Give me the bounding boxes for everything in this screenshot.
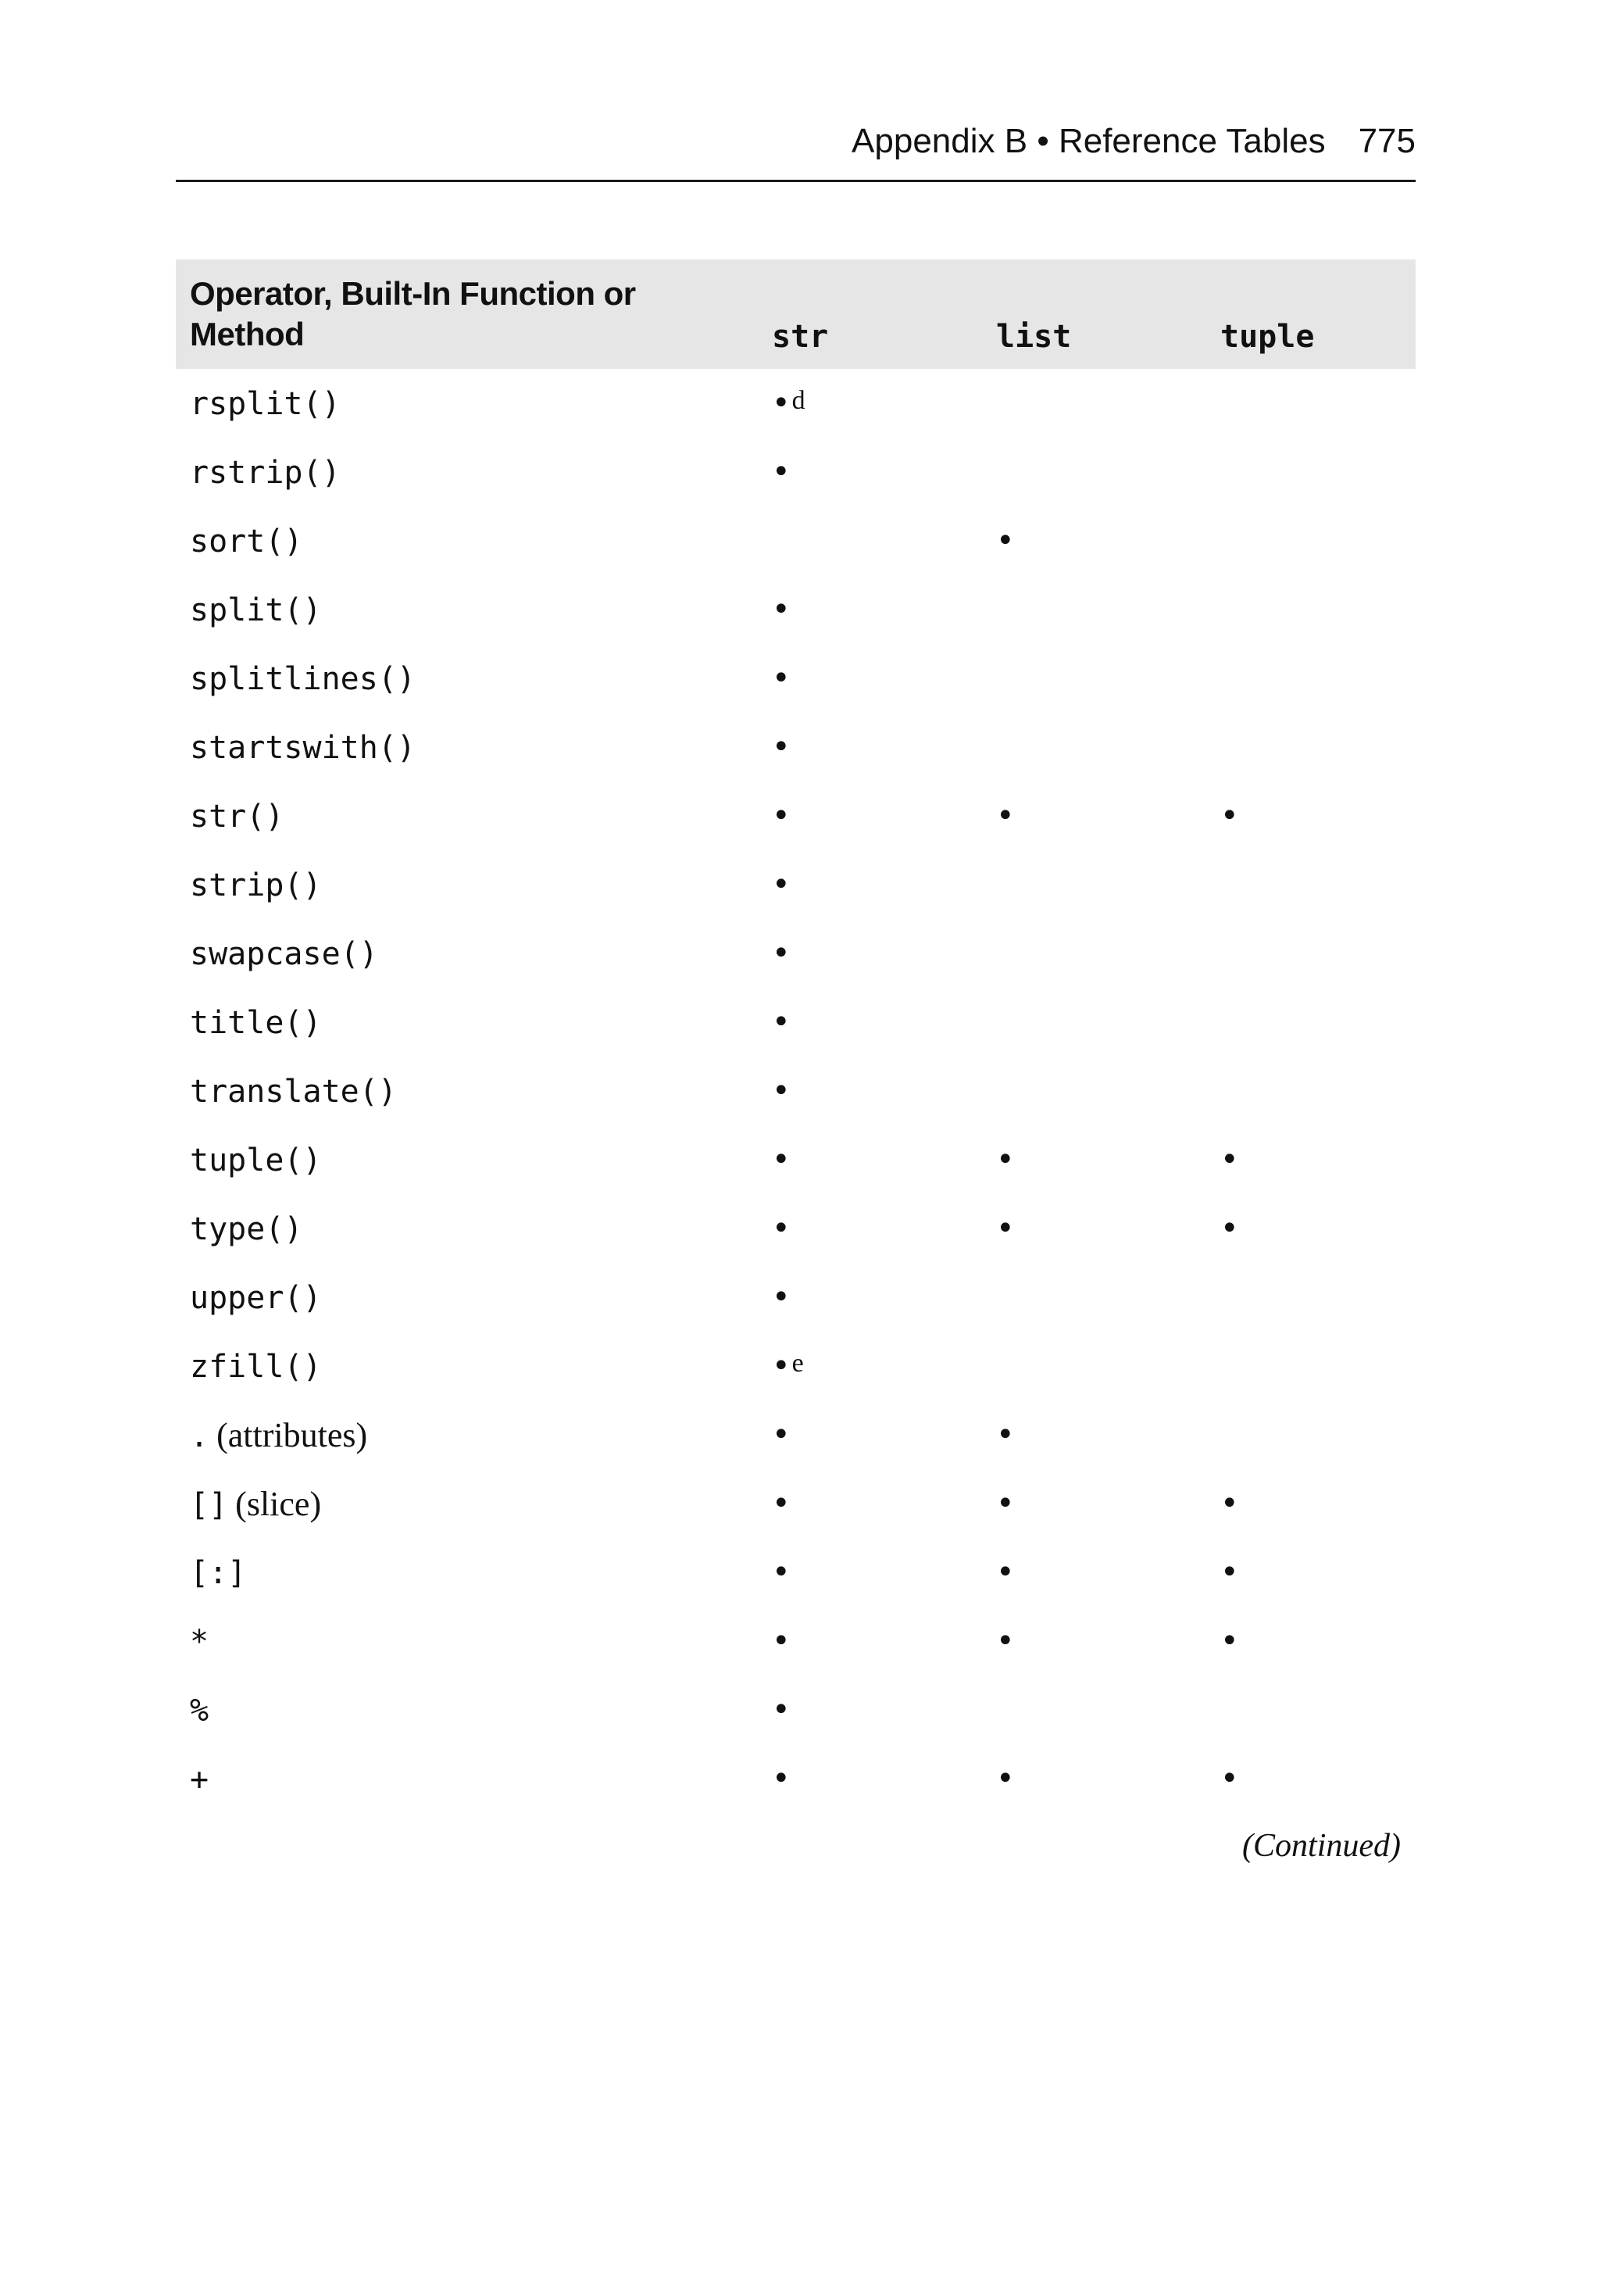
row-name: tuple() xyxy=(190,1142,322,1178)
support-dot: • xyxy=(996,1623,1015,1659)
table-row xyxy=(176,1194,1416,1263)
cell-tuple xyxy=(1206,1744,1416,1813)
support-dot: • xyxy=(772,1279,791,1315)
cell-list xyxy=(982,644,1206,713)
cell-list xyxy=(982,1744,1206,1813)
row-description: (attributes) xyxy=(216,1415,368,1454)
support-dot: • xyxy=(772,1761,791,1797)
table-row xyxy=(176,988,1416,1057)
row-name-cell xyxy=(176,1332,758,1400)
cell-str xyxy=(758,1263,982,1332)
cell-tuple xyxy=(1206,575,1416,644)
row-name: [] xyxy=(190,1486,228,1523)
table-row xyxy=(176,713,1416,781)
row-name: title() xyxy=(190,1004,322,1041)
table-header-row xyxy=(176,259,1416,369)
cell-list xyxy=(982,369,1206,438)
table-row xyxy=(176,644,1416,713)
row-name-cell xyxy=(176,850,758,919)
cell-list xyxy=(982,850,1206,919)
cell-tuple xyxy=(1206,781,1416,850)
header-tuple: tuple xyxy=(1220,319,1315,355)
table-row xyxy=(176,919,1416,988)
row-name: rstrip() xyxy=(190,454,341,491)
table-row xyxy=(176,369,1416,438)
row-name: type() xyxy=(190,1211,303,1247)
table-body xyxy=(176,369,1416,1813)
row-name-cell xyxy=(176,438,758,506)
support-dot: • xyxy=(1220,1554,1239,1590)
table-row xyxy=(176,781,1416,850)
footnote-marker: d xyxy=(791,385,805,415)
cell-str xyxy=(758,988,982,1057)
cell-tuple xyxy=(1206,506,1416,575)
table-row xyxy=(176,1469,1416,1538)
cell-list xyxy=(982,1538,1206,1607)
table-row xyxy=(176,1400,1416,1469)
support-dot: • xyxy=(996,1486,1015,1522)
support-dot: • xyxy=(772,1554,791,1590)
cell-str xyxy=(758,1676,982,1744)
row-name: splitlines() xyxy=(190,660,416,697)
row-name-cell xyxy=(176,575,758,644)
table-row xyxy=(176,506,1416,575)
table-row xyxy=(176,1607,1416,1676)
cell-tuple xyxy=(1206,369,1416,438)
cell-tuple xyxy=(1206,1538,1416,1607)
cell-list xyxy=(982,1676,1206,1744)
cell-str xyxy=(758,713,982,781)
support-dot: • xyxy=(1220,1623,1239,1659)
support-dot: • xyxy=(1220,1142,1239,1178)
row-name: upper() xyxy=(190,1279,322,1316)
cell-tuple xyxy=(1206,1607,1416,1676)
support-dot: • xyxy=(772,385,791,421)
support-dot: • xyxy=(772,1348,791,1384)
row-name: str() xyxy=(190,798,284,835)
header-list: list xyxy=(996,319,1072,355)
cell-tuple xyxy=(1206,919,1416,988)
cell-str xyxy=(758,369,982,438)
cell-list xyxy=(982,1332,1206,1400)
row-name-cell xyxy=(176,1125,758,1194)
row-name-cell xyxy=(176,713,758,781)
cell-tuple xyxy=(1206,1676,1416,1744)
cell-list xyxy=(982,1057,1206,1125)
cell-list xyxy=(982,1125,1206,1194)
cell-tuple xyxy=(1206,438,1416,506)
row-name-cell xyxy=(176,1744,758,1813)
row-name: strip() xyxy=(190,867,322,903)
row-name-cell xyxy=(176,369,758,438)
running-head-title: Appendix B • Reference Tables xyxy=(852,122,1326,160)
running-head-text xyxy=(852,122,1416,161)
table-row xyxy=(176,575,1416,644)
row-name-cell xyxy=(176,644,758,713)
row-name-cell xyxy=(176,1607,758,1676)
cell-list xyxy=(982,1400,1206,1469)
cell-str xyxy=(758,1332,982,1400)
cell-tuple xyxy=(1206,988,1416,1057)
table-row xyxy=(176,1744,1416,1813)
cell-str xyxy=(758,1744,982,1813)
support-dot: • xyxy=(1220,798,1239,834)
header-str: str xyxy=(772,319,829,355)
support-dot: • xyxy=(772,660,791,696)
row-name: sort() xyxy=(190,523,303,560)
cell-str xyxy=(758,850,982,919)
cell-list xyxy=(982,575,1206,644)
cell-str xyxy=(758,506,982,575)
row-name-cell xyxy=(176,1400,758,1469)
row-name-cell xyxy=(176,1194,758,1263)
support-dot: • xyxy=(772,1004,791,1040)
row-name-cell xyxy=(176,781,758,850)
table-row xyxy=(176,1263,1416,1332)
row-name: swapcase() xyxy=(190,935,378,972)
support-dot: • xyxy=(772,935,791,971)
row-name: zfill() xyxy=(190,1348,322,1385)
row-name: [:] xyxy=(190,1554,247,1591)
cell-str xyxy=(758,1125,982,1194)
row-name-cell xyxy=(176,919,758,988)
row-name: + xyxy=(190,1761,209,1797)
table-row xyxy=(176,438,1416,506)
cell-str xyxy=(758,1057,982,1125)
support-dot: • xyxy=(1220,1761,1239,1797)
cell-tuple xyxy=(1206,1400,1416,1469)
support-dot: • xyxy=(996,1554,1015,1590)
cell-tuple xyxy=(1206,1057,1416,1125)
cell-tuple xyxy=(1206,1263,1416,1332)
cell-str xyxy=(758,781,982,850)
support-dot: • xyxy=(996,1211,1015,1246)
support-dot: • xyxy=(996,523,1015,559)
row-name-cell xyxy=(176,506,758,575)
table-row xyxy=(176,1125,1416,1194)
support-dot: • xyxy=(772,729,791,765)
support-dot: • xyxy=(1220,1486,1239,1522)
cell-tuple xyxy=(1206,1194,1416,1263)
cell-str xyxy=(758,919,982,988)
table-row xyxy=(176,1057,1416,1125)
support-dot: • xyxy=(772,1623,791,1659)
cell-tuple xyxy=(1206,1332,1416,1400)
cell-tuple xyxy=(1206,644,1416,713)
cell-list xyxy=(982,919,1206,988)
cell-str xyxy=(758,1538,982,1607)
row-name: rsplit() xyxy=(190,385,341,422)
support-dot: • xyxy=(996,1417,1015,1453)
support-dot: • xyxy=(772,1692,791,1728)
cell-list xyxy=(982,781,1206,850)
cell-str xyxy=(758,1194,982,1263)
support-dot: • xyxy=(1220,1211,1239,1246)
row-name-cell xyxy=(176,988,758,1057)
row-description: (slice) xyxy=(235,1484,322,1523)
running-head xyxy=(176,117,1416,182)
row-name: % xyxy=(190,1692,209,1729)
support-dot: • xyxy=(772,1486,791,1522)
footnote-marker: e xyxy=(791,1348,804,1378)
cell-str xyxy=(758,438,982,506)
support-dot: • xyxy=(996,1761,1015,1797)
row-name: * xyxy=(190,1623,209,1660)
row-name-cell xyxy=(176,1263,758,1332)
row-name: . xyxy=(190,1418,209,1454)
cell-str xyxy=(758,1607,982,1676)
support-dot: • xyxy=(772,454,791,490)
cell-str xyxy=(758,1400,982,1469)
support-dot: • xyxy=(772,1073,791,1109)
cell-str xyxy=(758,644,982,713)
table-row xyxy=(176,1538,1416,1607)
cell-tuple xyxy=(1206,850,1416,919)
cell-str xyxy=(758,1469,982,1538)
support-dot: • xyxy=(772,1211,791,1246)
table-row xyxy=(176,850,1416,919)
row-name-cell xyxy=(176,1676,758,1744)
cell-list xyxy=(982,988,1206,1057)
row-name: startswith() xyxy=(190,729,416,766)
support-dot: • xyxy=(772,798,791,834)
row-name-cell xyxy=(176,1057,758,1125)
support-dot: • xyxy=(772,867,791,903)
row-name: split() xyxy=(190,592,322,628)
support-dot: • xyxy=(996,1142,1015,1178)
cell-tuple xyxy=(1206,1125,1416,1194)
page-number: 775 xyxy=(1358,122,1416,160)
cell-list xyxy=(982,438,1206,506)
cell-list xyxy=(982,1194,1206,1263)
cell-list xyxy=(982,506,1206,575)
table-row xyxy=(176,1676,1416,1744)
support-dot: • xyxy=(772,592,791,628)
header-operator: Operator, Built-In Function or Method xyxy=(190,275,636,352)
cell-list xyxy=(982,713,1206,781)
reference-table xyxy=(176,259,1416,1813)
row-name-cell xyxy=(176,1469,758,1538)
continued-note: (Continued) xyxy=(1242,1828,1401,1864)
cell-list xyxy=(982,1263,1206,1332)
row-name: translate() xyxy=(190,1073,397,1110)
cell-str xyxy=(758,575,982,644)
cell-tuple xyxy=(1206,713,1416,781)
cell-list xyxy=(982,1469,1206,1538)
support-dot: • xyxy=(772,1417,791,1453)
cell-tuple xyxy=(1206,1469,1416,1538)
support-dot: • xyxy=(772,1142,791,1178)
row-name-cell xyxy=(176,1538,758,1607)
support-dot: • xyxy=(996,798,1015,834)
table-row xyxy=(176,1332,1416,1400)
cell-list xyxy=(982,1607,1206,1676)
